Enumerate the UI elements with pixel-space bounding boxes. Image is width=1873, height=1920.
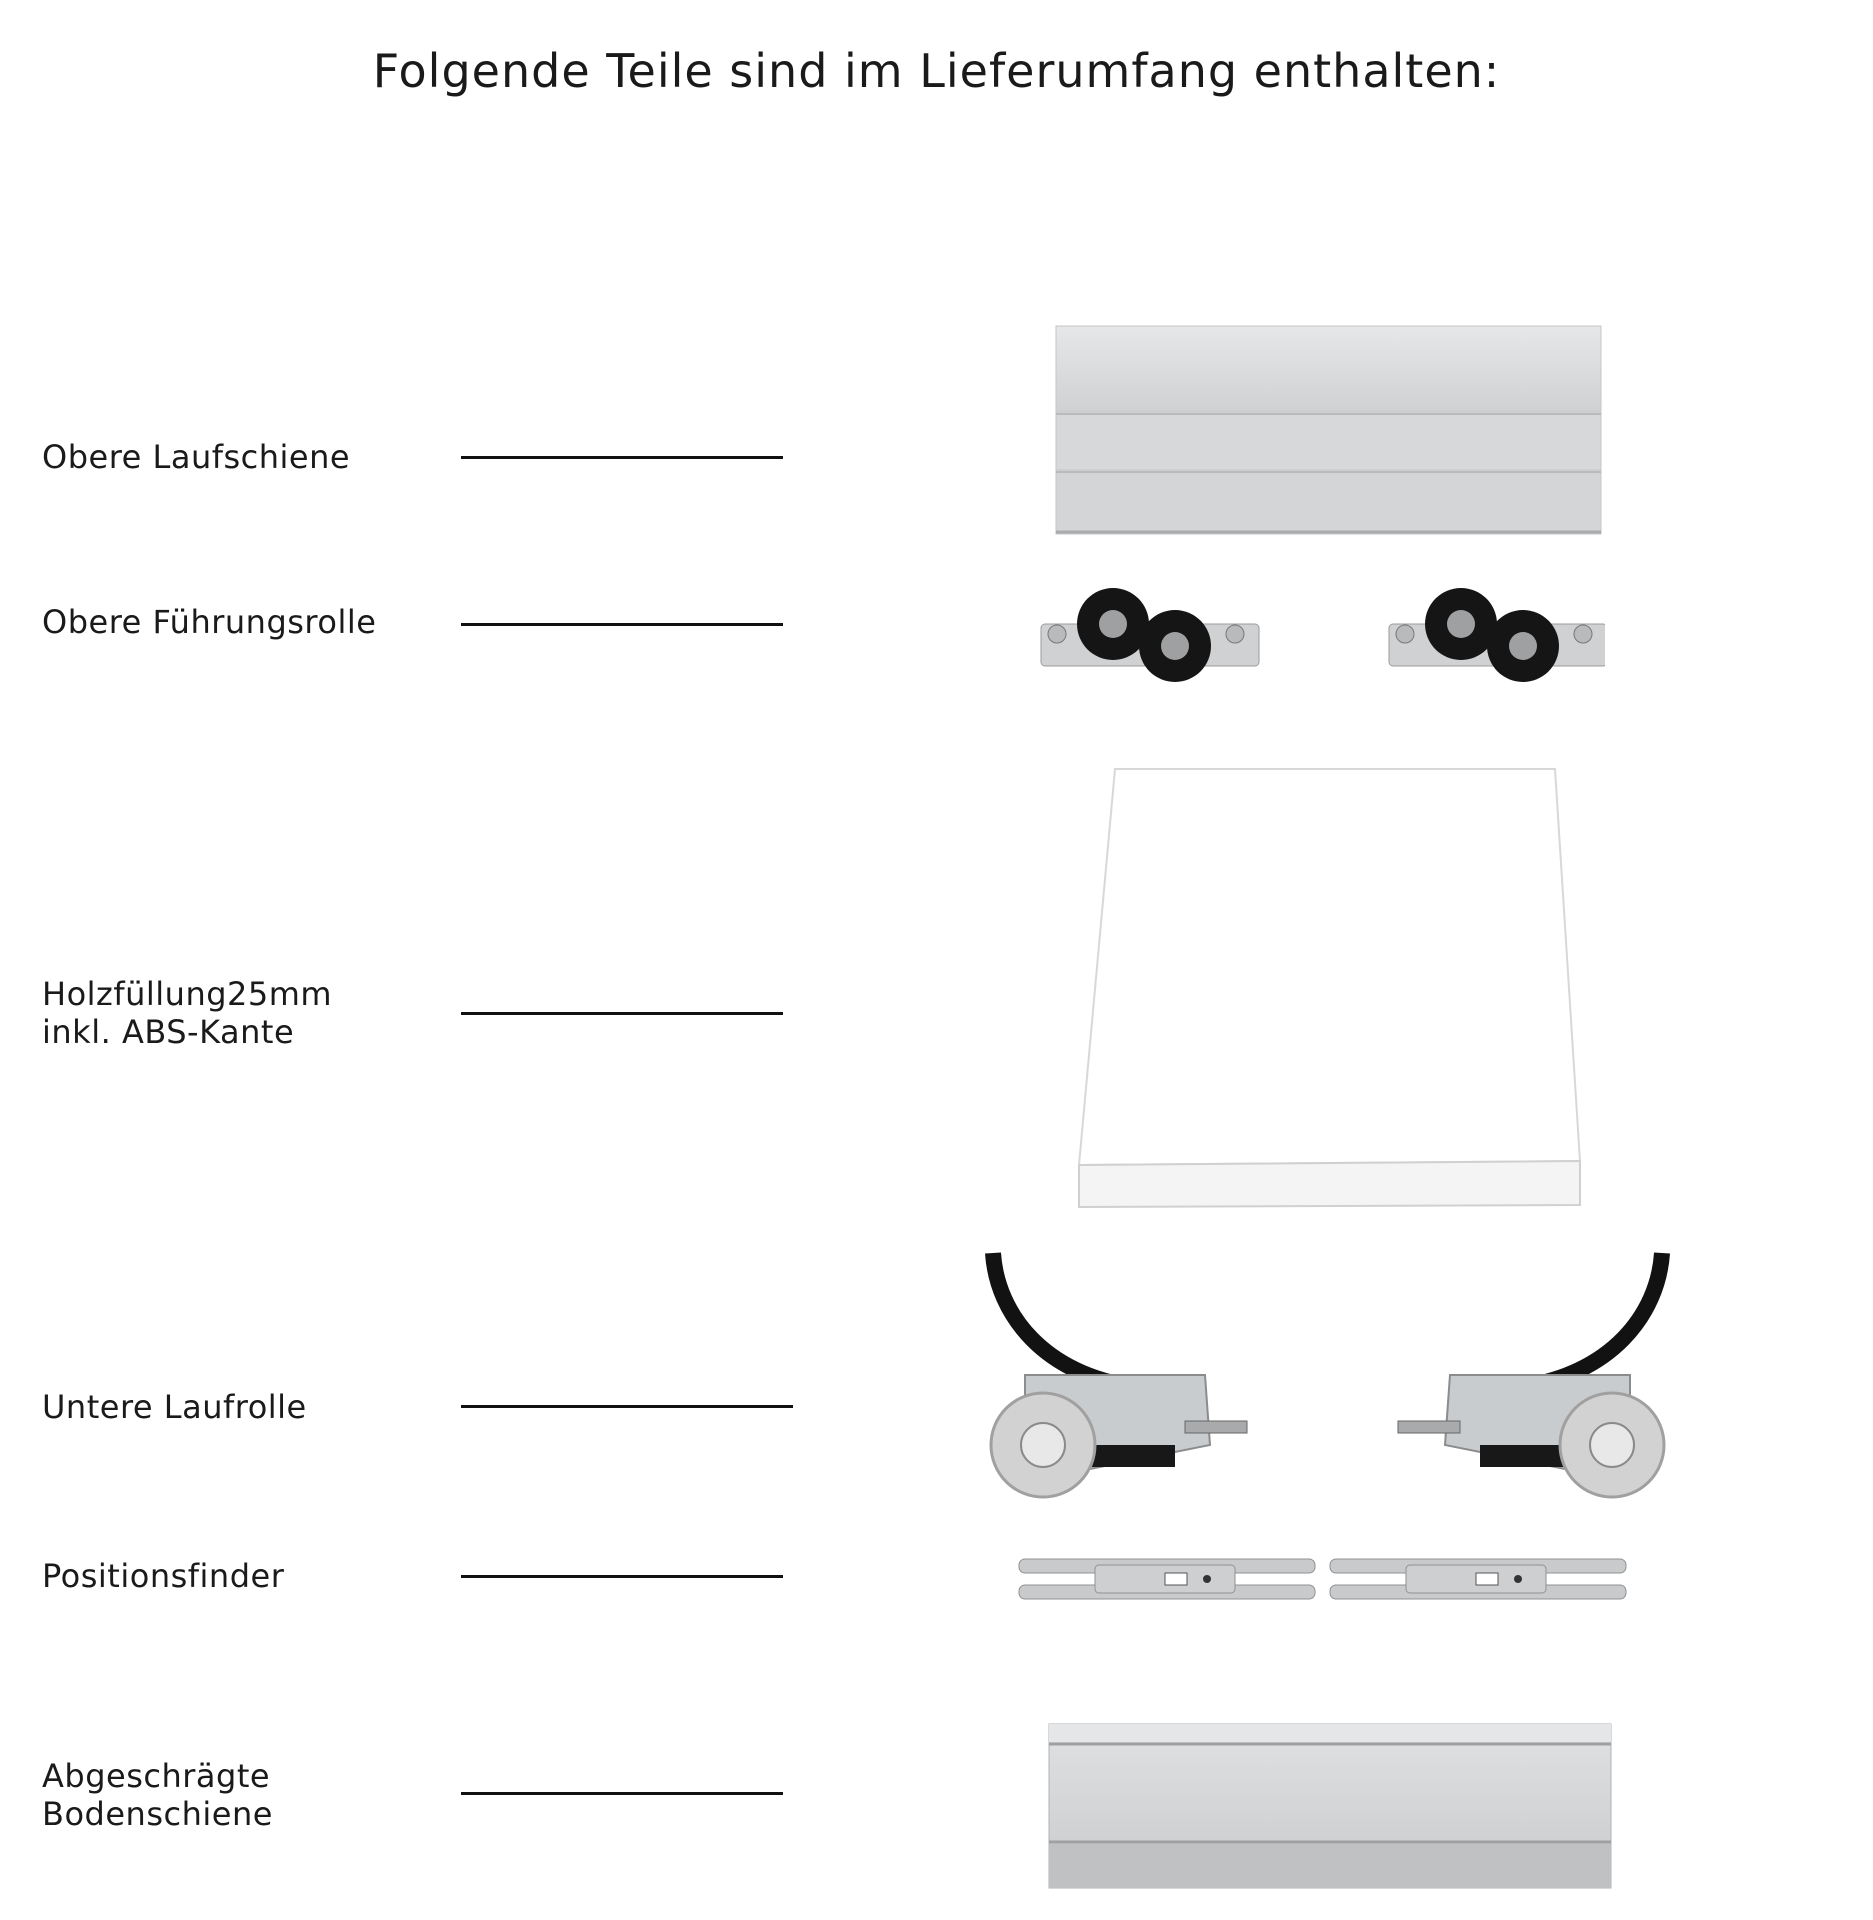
part-label-wood-panel: [42, 975, 332, 1051]
part-label-line: Holzfüllung25mm: [42, 975, 333, 1013]
part-label-lower-roller: [42, 1388, 307, 1426]
leader-line: [461, 1575, 783, 1578]
upper-rail-image: [1050, 322, 1610, 538]
part-label-line: Untere Laufrolle: [42, 1388, 307, 1426]
page-title: Folgende Teile sind im Lieferumfang enthalten:: [372, 44, 1501, 98]
leader-line: [461, 623, 783, 626]
bevelled-floor-rail-image: [1045, 1720, 1615, 1892]
part-label-line: Abgeschrägte: [42, 1757, 271, 1795]
part-label-bevelled-floor-rail: [42, 1757, 273, 1833]
part-label-upper-rail: [42, 438, 350, 476]
upper-guide-roller-image: [1035, 586, 1605, 686]
lower-roller-left: [991, 1253, 1247, 1497]
part-label-line: Bodenschiene: [42, 1795, 273, 1833]
part-label-line: Positionsfinder: [42, 1557, 285, 1595]
guide-roller-left: [1041, 588, 1259, 682]
leader-line: [461, 456, 783, 459]
part-label-line: Obere Führungsrolle: [42, 603, 377, 641]
leader-line: [461, 1792, 783, 1795]
position-finder-right: [1330, 1559, 1626, 1599]
wood-panel-image: [1075, 765, 1585, 1215]
lower-roller-image: [985, 1245, 1670, 1505]
part-label-line: Obere Laufschiene: [42, 438, 351, 476]
leader-line: [461, 1012, 783, 1015]
guide-roller-right: [1389, 588, 1605, 682]
position-finder-image: [1015, 1555, 1630, 1605]
leader-line: [461, 1405, 793, 1408]
lower-roller-right: [1398, 1253, 1664, 1497]
part-label-upper-guide-roller: [42, 603, 376, 641]
position-finder-left: [1019, 1559, 1315, 1599]
part-label-position-finder: [42, 1557, 284, 1595]
part-label-line: inkl. ABS-Kante: [42, 1013, 295, 1051]
